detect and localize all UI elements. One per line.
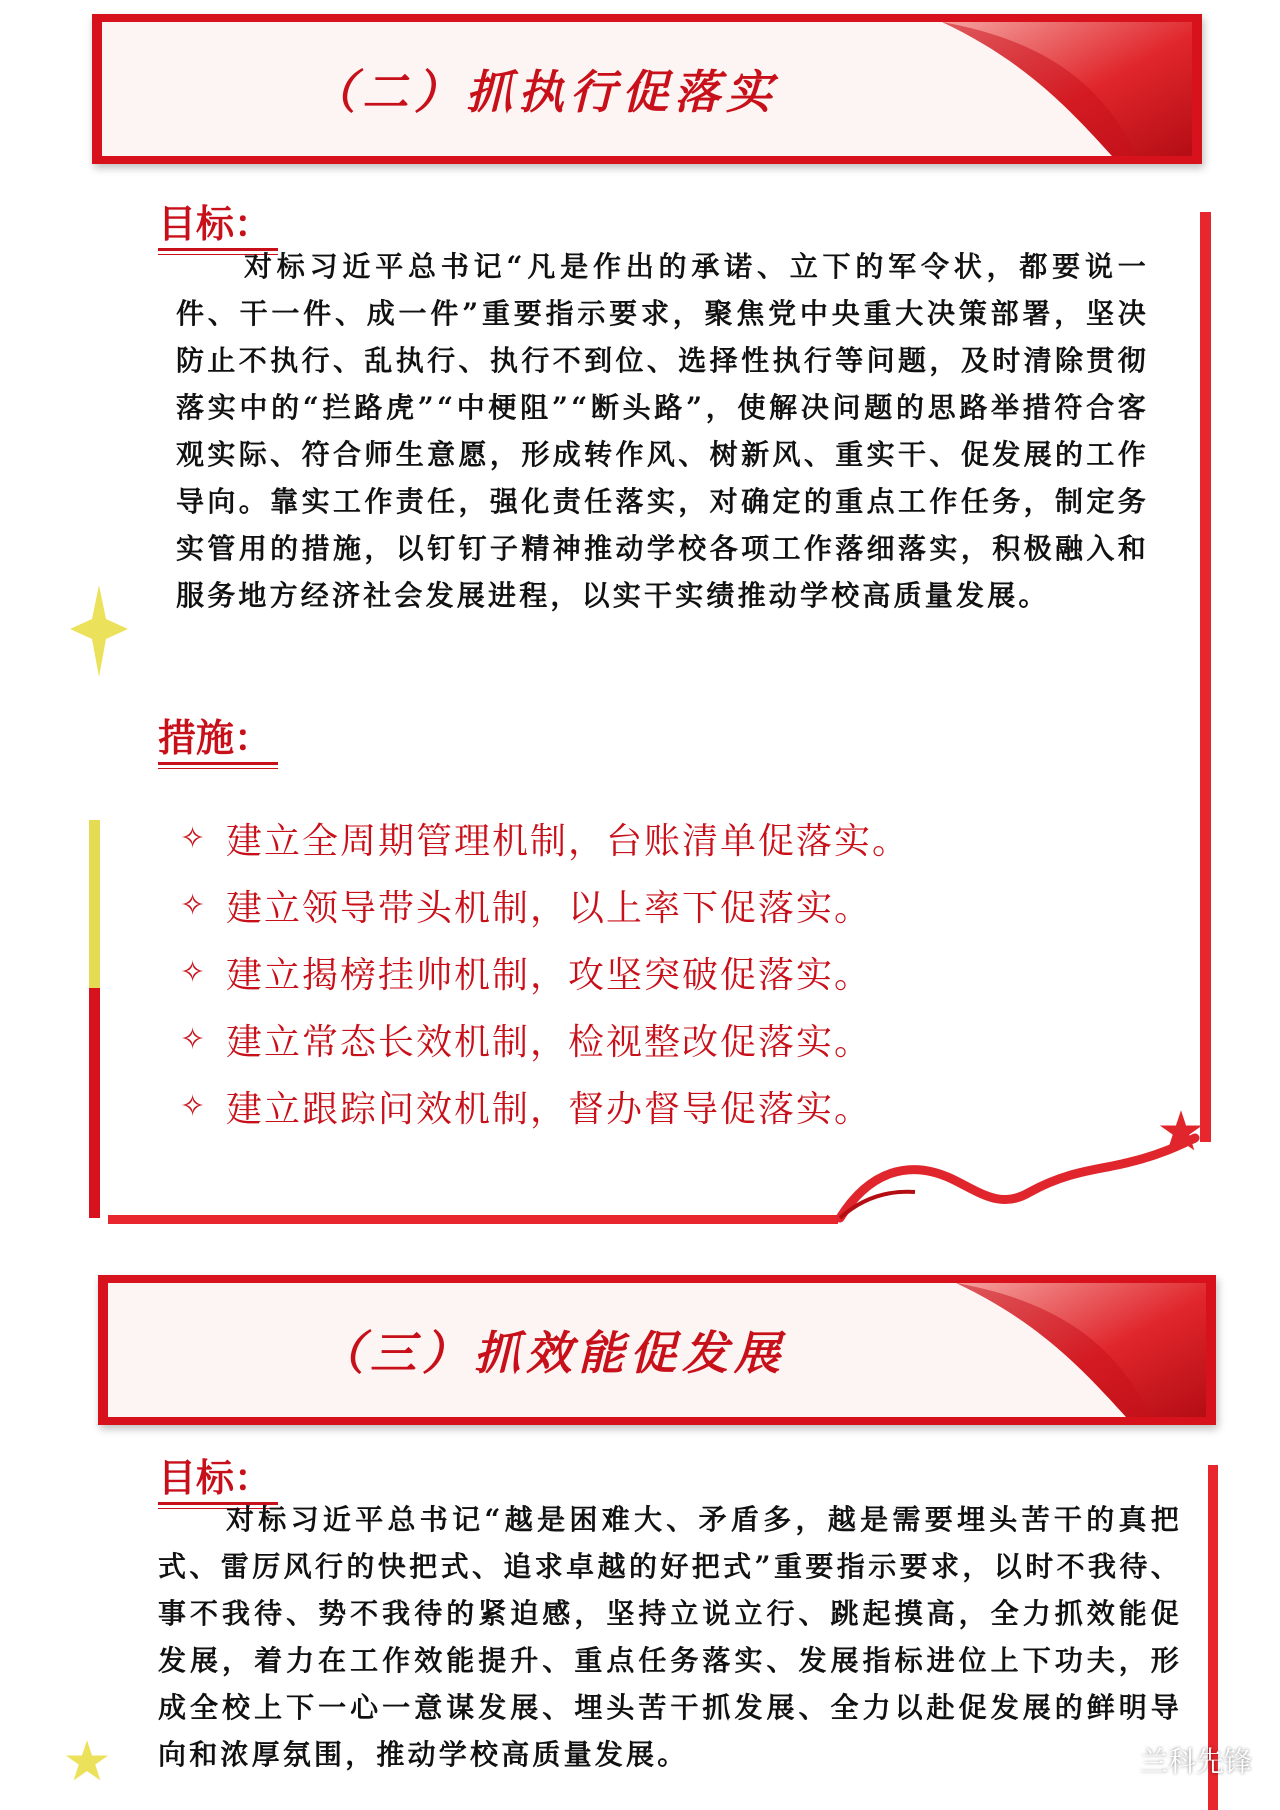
watermark-text: 兰科先锋 (1139, 1745, 1252, 1778)
star-icon (64, 1738, 110, 1784)
banner-inner (102, 22, 1192, 156)
measure-text: 建立全周期管理机制，台账清单促落实。 (226, 821, 911, 862)
list-item (180, 1073, 910, 1140)
goal-paragraph: 对标习近平总书记“越是困难大、矛盾多，越是需要埋头苦干的真把式、雷厉风行的快把式、追求卓越的好把式”重要指示要求，以时不我待、事不我待、势不我待的紧迫感，坚持立说立行、跳起摸高，全力抓效能促发展，着力在工作效能提升、重点任务落实、发展指标进位上下功夫，形成全校上下一心一意谋发展、埋头苦干抓发展、全力以赴促发展的鲜明导向和浓厚氛围，推动学校高质量发展。 (158, 1503, 1182, 1771)
sparkle-bullet-icon: ✧ (180, 955, 208, 990)
page-curl-graphic (932, 22, 1192, 156)
measures-heading: 措施： (158, 707, 278, 765)
section2-banner (92, 14, 1202, 164)
left-red-bar (89, 988, 100, 1218)
measure-text: 建立揭榜挂帅机制，攻坚突破促落实。 (226, 955, 873, 996)
measures-list (180, 805, 910, 1140)
sparkle-bullet-icon: ✧ (180, 821, 208, 856)
section3-banner (98, 1275, 1216, 1425)
list-item (180, 872, 910, 939)
sparkle-bullet-icon: ✧ (180, 888, 208, 923)
page-curl-graphic (946, 1283, 1206, 1417)
goal-heading: 目标： (158, 193, 278, 251)
star-icon (70, 585, 128, 677)
right-border-line (1200, 212, 1211, 1142)
sparkle-bullet-icon: ✧ (180, 1022, 208, 1057)
list-item (180, 805, 910, 872)
list-item (180, 1006, 910, 1073)
measure-text: 建立常态长效机制，检视整改促落实。 (226, 1022, 873, 1063)
measure-text: 建立领导带头机制，以上率下促落实。 (226, 888, 873, 929)
wechat-icon (1092, 1745, 1132, 1775)
banner-title: （三）抓效能促发展 (318, 1326, 786, 1380)
banner-inner (108, 1283, 1206, 1417)
goal-paragraph: 对标习近平总书记“凡是作出的承诺、立下的军令状，都要说一件、干一件、成一件”重要指示要求，聚焦党中央重大决策部署，坚决防止不执行、乱执行、执行不到位、选择性执行等问题，及时清除贯彻落实中的“拦路虎”“中梗阻”“断头路”，使解决问题的思路举措符合客观实际、符合师生意愿，形成转作风、树新风、重实干、促发展的工作导向。靠实工作责任，强化责任落实，对确定的重点工作任务，制定务实管用的措施，以钉钉子精神推动学校各项工作落细落实，积极融入和服务地方经济社会发展进程，以实干实绩推动学校高质量发展。 (176, 250, 1149, 612)
star-icon (1158, 1108, 1204, 1154)
left-yellow-bar (89, 820, 100, 988)
banner-title: （二）抓执行促落实 (310, 65, 778, 119)
goal-heading: 目标： (158, 1447, 278, 1505)
sparkle-bullet-icon: ✧ (180, 1089, 208, 1124)
list-item (180, 939, 910, 1006)
bottom-border-line (108, 1215, 838, 1224)
measure-text: 建立跟踪问效机制，督办督导促落实。 (226, 1089, 873, 1130)
watermark (1092, 1740, 1252, 1780)
